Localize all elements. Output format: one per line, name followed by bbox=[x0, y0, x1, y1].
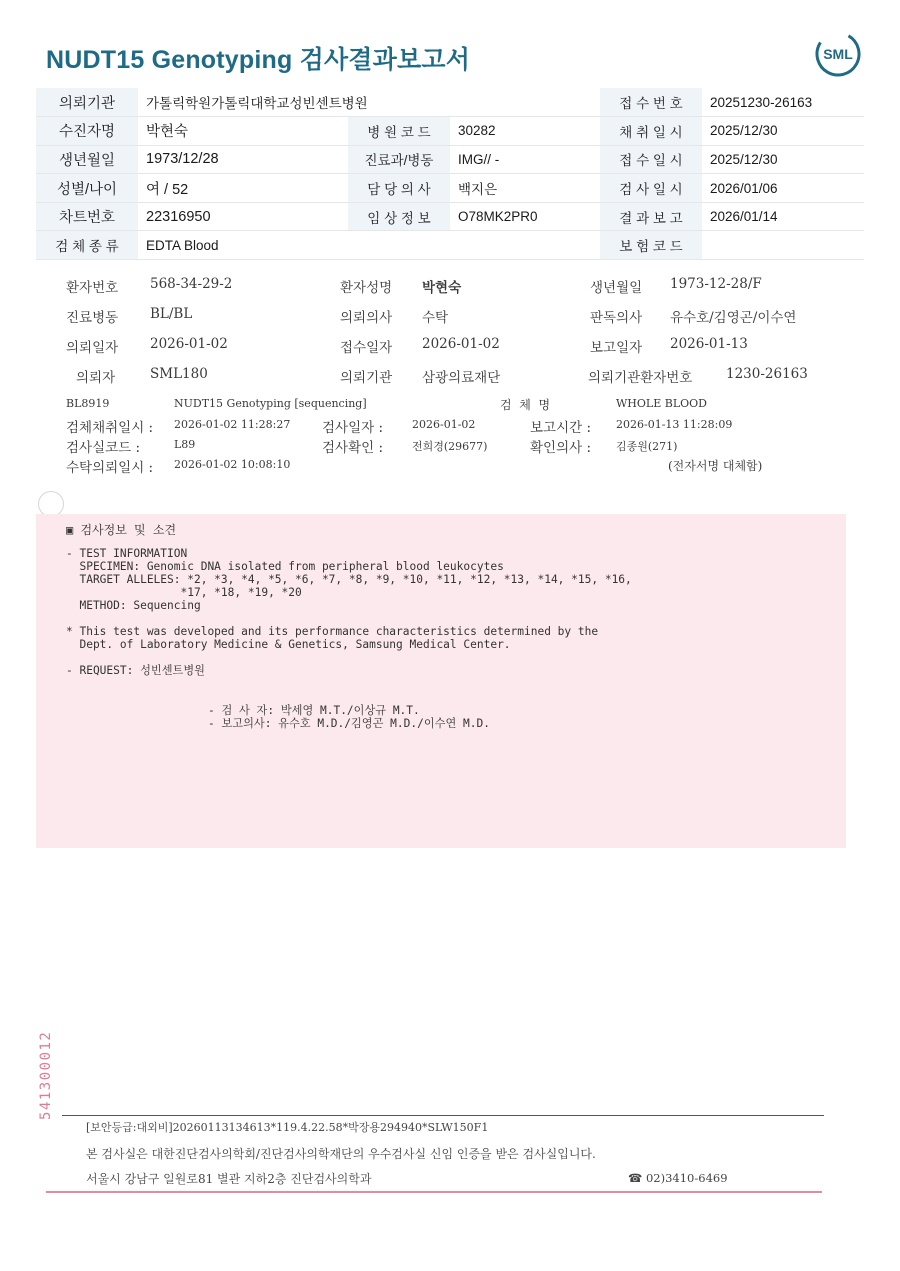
value-consign-time: 2026-01-02 10:08:10 bbox=[174, 458, 291, 471]
value-test-date-scan: 2026-01-02 bbox=[412, 418, 476, 431]
label-receipt-number: 접 수 번 호 bbox=[600, 88, 702, 117]
value-receipt-date: 2025/12/30 bbox=[702, 145, 864, 174]
label-lab-code: 검사실코드 : bbox=[66, 440, 141, 456]
label-report-date: 보고일자 bbox=[590, 340, 643, 356]
label-patient-name: 수진자명 bbox=[36, 117, 138, 146]
label-receipt-date: 접 수 일 시 bbox=[600, 145, 702, 174]
findings-request: - REQUEST: 성빈센트병원 bbox=[66, 664, 205, 677]
label-requesting-institution: 의뢰기관 bbox=[36, 88, 138, 117]
findings-panel bbox=[36, 514, 846, 848]
label-test-date-scan: 검사일자 : bbox=[322, 420, 384, 436]
value-inst-patient-no: 1230-26163 bbox=[726, 366, 808, 382]
table-row bbox=[36, 117, 864, 146]
label-patient-name-scan: 환자성명 bbox=[340, 280, 393, 296]
value-verify: 전희경(29677) bbox=[412, 440, 488, 453]
label-requester: 의뢰자 bbox=[76, 370, 116, 386]
findings-line: TARGET ALLELES: *2, *3, *4, *5, *6, *7, *8, *9, *10, *11, *12, *13, *14, *15, *16, bbox=[66, 573, 632, 586]
value-attending-doctor: 백지은 bbox=[450, 174, 600, 203]
label-consign-time: 수탁의뢰일시 : bbox=[66, 460, 154, 476]
value-specimen-name: WHOLE BLOOD bbox=[616, 397, 707, 410]
label-specimen-type: 검 체 종 류 bbox=[36, 231, 138, 260]
value-clinical-info: O78MK2PR0 bbox=[450, 202, 600, 231]
footer-phone: ☎ 02)3410-6469 bbox=[628, 1171, 728, 1185]
patient-info-table bbox=[36, 88, 864, 260]
label-req-doctor: 의뢰의사 bbox=[340, 310, 393, 326]
findings-tester: - 검 사 자: 박세영 M.T./이상규 M.T. bbox=[208, 704, 420, 717]
value-report-date: 2026-01-13 bbox=[670, 336, 748, 352]
label-test-date: 검 사 일 시 bbox=[600, 174, 702, 203]
findings-line: Dept. of Laboratory Medicine & Genetics, Samsung Medical Center. bbox=[66, 638, 511, 651]
sml-logo bbox=[814, 30, 862, 78]
findings-report-doctor: - 보고의사: 유수호 M.D./김영곤 M.D./이수연 M.D. bbox=[208, 717, 490, 730]
label-recv-date: 접수일자 bbox=[340, 340, 393, 356]
findings-line: - TEST INFORMATION bbox=[66, 547, 188, 560]
footer-divider bbox=[62, 1115, 824, 1116]
value-recv-date: 2026-01-02 bbox=[422, 336, 500, 352]
label-birth-scan: 생년월일 bbox=[590, 280, 643, 296]
table-row bbox=[36, 202, 864, 231]
value-collect-time: 2026-01-02 11:28:27 bbox=[174, 418, 291, 431]
label-insurance-code: 보 험 코 드 bbox=[600, 231, 702, 260]
value-chart-number: 22316950 bbox=[138, 202, 348, 231]
value-insurance-code bbox=[702, 231, 864, 260]
table-row bbox=[36, 145, 864, 174]
test-name: NUDT15 Genotyping [sequencing] bbox=[174, 397, 367, 410]
label-hospital-code: 병 원 코 드 bbox=[348, 117, 450, 146]
findings-line: * This test was developed and its performance characteristics determined by the bbox=[66, 625, 599, 638]
value-patient-name-scan: 박현숙 bbox=[422, 280, 462, 296]
value-birth-date: 1973/12/28 bbox=[138, 145, 348, 174]
table-row bbox=[36, 231, 864, 260]
label-inst-patient-no: 의뢰기관환자번호 bbox=[588, 370, 693, 386]
value-requester: SML180 bbox=[150, 366, 208, 382]
label-sex-age: 성별/나이 bbox=[36, 174, 138, 203]
footer-accent-line bbox=[46, 1191, 822, 1193]
label-department: 진료과/병동 bbox=[348, 145, 450, 174]
footer-certification: 본 검사실은 대한진단검사의학회/진단검사의학재단의 우수검사실 신임 인증을 받은 검사실입니다. bbox=[86, 1147, 596, 1161]
value-req-date: 2026-01-02 bbox=[150, 336, 228, 352]
value-hospital-code: 30282 bbox=[450, 117, 600, 146]
findings-line: *17, *18, *19, *20 bbox=[66, 586, 302, 599]
value-patient-name: 박현숙 bbox=[138, 117, 348, 146]
value-sex-age: 여 / 52 bbox=[138, 174, 348, 203]
label-confirm-doctor: 확인의사 : bbox=[530, 440, 592, 456]
value-req-inst: 삼광의료재단 bbox=[422, 370, 501, 386]
findings-line: SPECIMEN: Genomic DNA isolated from peripheral blood leukocytes bbox=[66, 560, 504, 573]
label-specimen-name: 검 체 명 bbox=[500, 398, 551, 412]
value-lab-code: L89 bbox=[174, 438, 196, 451]
label-verify: 검사확인 : bbox=[322, 440, 384, 456]
value-receipt-number: 20251230-26163 bbox=[702, 88, 864, 117]
value-department: IMG// - bbox=[450, 145, 600, 174]
value-ward: BL/BL bbox=[150, 306, 193, 322]
vertical-barcode-number: 541300012 bbox=[38, 1030, 54, 1120]
label-report-time: 보고시간 : bbox=[530, 420, 592, 436]
table-row bbox=[36, 174, 864, 203]
label-result-report: 결 과 보 고 bbox=[600, 202, 702, 231]
svg-text:SML: SML bbox=[823, 46, 853, 62]
e-signature-note: (전자서명 대체함) bbox=[668, 459, 763, 473]
value-requesting-institution: 가톨릭학원가톨릭대학교성빈센트병원 bbox=[138, 88, 600, 117]
label-clinical-info: 임 상 정 보 bbox=[348, 202, 450, 231]
value-collection-date: 2025/12/30 bbox=[702, 117, 864, 146]
findings-heading: ▣ 검사정보 및 소견 bbox=[66, 523, 177, 537]
value-report-time: 2026-01-13 11:28:09 bbox=[616, 418, 733, 431]
footer-security: [보안등급:대외비]20260113134613*119.4.22.58*박장용294940*SLW150F1 bbox=[86, 1121, 489, 1134]
label-ward: 진료병동 bbox=[66, 310, 119, 326]
label-patient-no: 환자번호 bbox=[66, 280, 119, 296]
value-test-date: 2026/01/06 bbox=[702, 174, 864, 203]
test-code: BL8919 bbox=[66, 397, 110, 410]
label-attending-doctor: 담 당 의 사 bbox=[348, 174, 450, 203]
label-req-date: 의뢰일자 bbox=[66, 340, 119, 356]
label-birth-date: 생년월일 bbox=[36, 145, 138, 174]
footer-address: 서울시 강남구 일원로81 별관 지하2층 진단검사의학과 bbox=[86, 1172, 372, 1186]
value-patient-no: 568-34-29-2 bbox=[150, 276, 233, 292]
value-specimen-type: EDTA Blood bbox=[138, 231, 600, 260]
table-row bbox=[36, 88, 864, 117]
label-collection-date: 채 취 일 시 bbox=[600, 117, 702, 146]
value-req-doctor: 수탁 bbox=[422, 310, 449, 326]
value-confirm-doctor: 김종원(271) bbox=[616, 440, 678, 453]
label-reading-doctor: 판독의사 bbox=[590, 310, 643, 326]
label-req-inst: 의뢰기관 bbox=[340, 370, 393, 386]
label-collect-time: 검체채취일시 : bbox=[66, 420, 154, 436]
value-reading-doctor: 유수호/김영곤/이수연 bbox=[670, 310, 797, 326]
report-title: NUDT15 Genotyping 검사결과보고서 bbox=[46, 46, 471, 74]
value-birth-scan: 1973-12-28/F bbox=[670, 276, 762, 292]
findings-line: METHOD: Sequencing bbox=[66, 599, 201, 612]
label-chart-number: 차트번호 bbox=[36, 202, 138, 231]
value-result-report: 2026/01/14 bbox=[702, 202, 864, 231]
